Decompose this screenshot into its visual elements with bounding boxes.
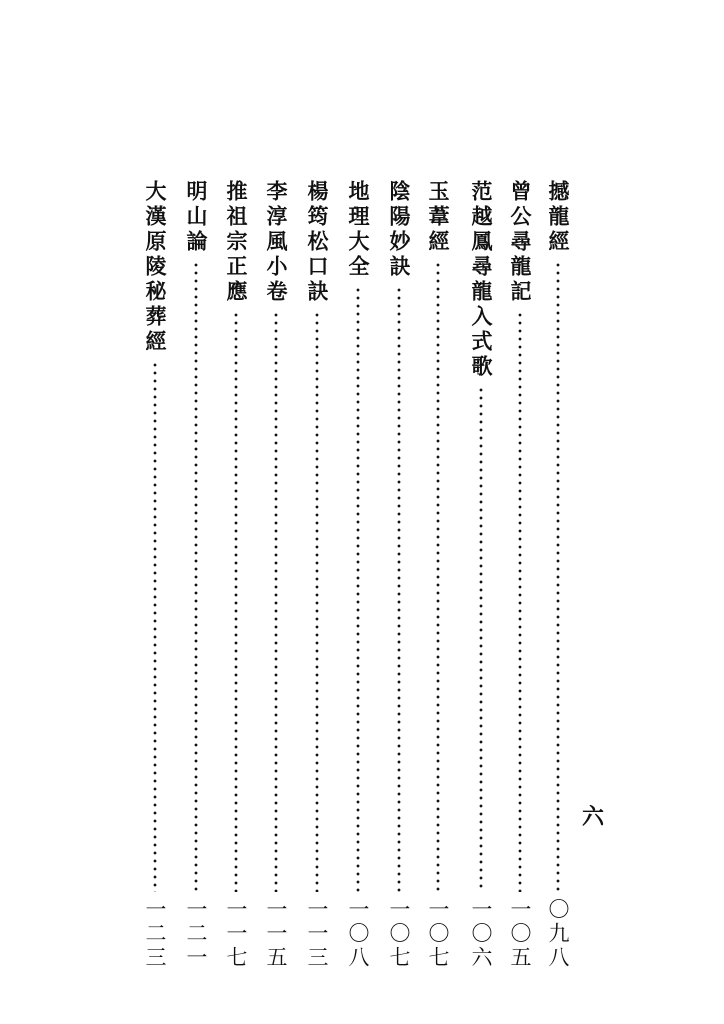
toc-entry-11 [140, 180, 170, 970]
toc-entry-page: 一〇七 [387, 898, 411, 970]
toc-entry-title: 楊筠松口訣 [305, 180, 330, 305]
toc-entry-title: 大漢原陵秘葬經 [143, 180, 168, 355]
toc-entry-5 [384, 180, 414, 970]
toc-entry-page: 一一七 [224, 898, 248, 970]
toc-entry-4 [423, 180, 453, 970]
toc-entry-page: 一一五 [264, 898, 288, 970]
toc-entry-page: 一二一 [184, 898, 208, 970]
dot-leader [518, 311, 522, 892]
toc-entry-10 [181, 180, 211, 970]
toc-entry-page: 一〇六 [469, 898, 493, 970]
toc-entry-title: 地理大全 [346, 180, 371, 280]
toc-entry-9 [221, 180, 251, 970]
toc-entry-title: 范越鳳尋龍入式歌 [469, 180, 494, 380]
toc-entry-3 [466, 180, 496, 970]
toc-entry-page: 一〇八 [346, 898, 370, 970]
dot-leader [194, 261, 198, 892]
page-number: 六 [582, 804, 605, 830]
toc-entry-8 [261, 180, 291, 970]
dot-leader [556, 261, 560, 892]
toc-entry-1 [543, 180, 573, 970]
toc-entry-page: 〇九八 [546, 898, 570, 970]
dot-leader [356, 286, 360, 892]
toc-entry-title: 撼龍經 [546, 180, 571, 255]
toc-entry-page: 一〇七 [426, 898, 450, 970]
toc-entry-7 [302, 180, 332, 970]
toc-entry-title: 曾公尋龍記 [508, 180, 533, 305]
toc-entry-title: 玉葦經 [426, 180, 451, 255]
toc-entry-page: 一〇五 [508, 898, 532, 970]
toc-entry-2 [505, 180, 535, 970]
dot-leader [274, 311, 278, 892]
toc-entry-title: 推祖宗正應 [224, 180, 249, 305]
toc-entry-title: 明山論 [184, 180, 209, 255]
toc-entry-page: 一二三 [143, 898, 167, 970]
toc-entry-page: 一一三 [305, 898, 329, 970]
dot-leader [234, 311, 238, 892]
dot-leader [479, 386, 483, 892]
dot-leader [315, 311, 319, 892]
toc-entry-6 [343, 180, 373, 970]
toc-entry-title: 李淳風小卷 [264, 180, 289, 305]
toc-entry-title: 陰陽妙訣 [387, 180, 412, 280]
dot-leader [153, 361, 157, 892]
dot-leader [436, 261, 440, 892]
dot-leader [397, 286, 401, 892]
